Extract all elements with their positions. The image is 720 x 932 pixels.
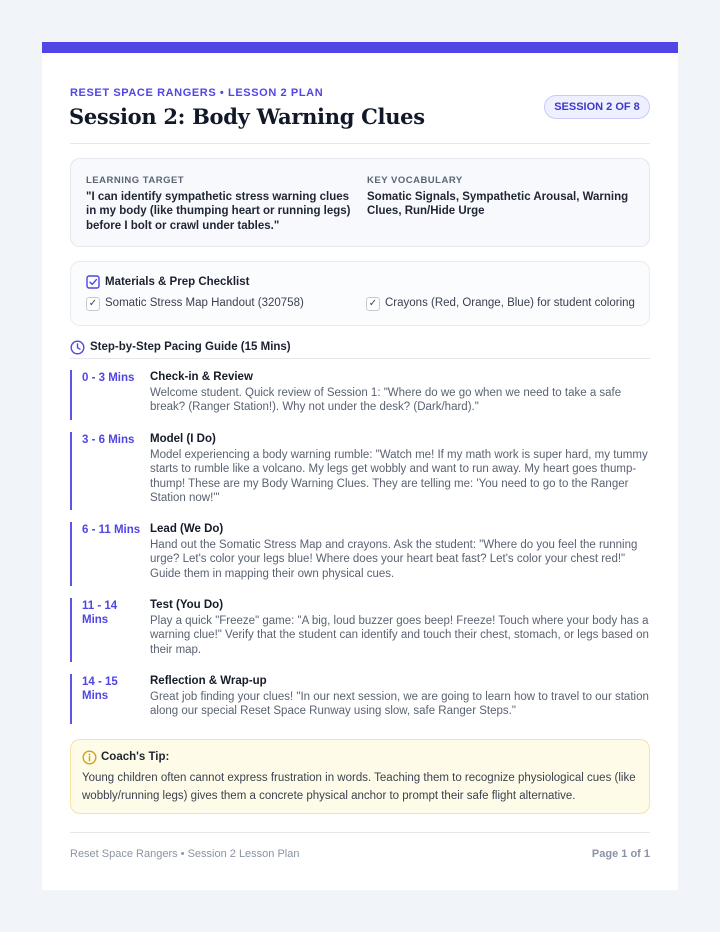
header-divider	[70, 143, 650, 144]
pacing-divider	[70, 358, 650, 359]
step-body: Model experiencing a body warning rumble: "Watch me! If my math work is super hard, my tummy starts to rumble like a volcano. My legs get wobbly and want to run away. My heart goes thump-thump! These are my Body Warning Clues. They are telling me: 'You need to go to the Ranger Station now!'"	[150, 449, 648, 504]
checklist-checkbox-handout[interactable]: ✓	[86, 297, 100, 311]
step-body: Play a quick "Freeze" game: "A big, loud buzzer goes beep! Freeze! Touch where your body has a warning clue!" Verify that the student can identify and touch their chest, stomach, or legs based on their map.	[150, 615, 649, 656]
learning-target-text: "I can identify sympathetic stress warning clues in my body (like thumping heart or running legs) before I bolt or crawl under tables."	[86, 191, 351, 232]
info-circle-icon	[82, 750, 97, 765]
step-time: 0 - 3 Mins	[82, 372, 135, 384]
key-vocabulary-caption: KEY VOCABULARY	[367, 175, 463, 186]
pacing-guide-title: Step-by-Step Pacing Guide (15 Mins)	[90, 341, 291, 353]
step-heading: Model (I Do)	[150, 433, 216, 445]
footer-document-title: Reset Space Rangers • Session 2 Lesson Plan	[70, 848, 300, 860]
coach-tip-title: Coach's Tip:	[101, 751, 170, 763]
step-heading: Reflection & Wrap-up	[150, 675, 267, 687]
session-badge: SESSION 2 OF 8	[544, 95, 650, 119]
pacing-step	[70, 674, 650, 724]
lesson-eyebrow: RESET SPACE RANGERS • LESSON 2 PLAN	[70, 87, 324, 99]
step-time: 3 - 6 Mins	[82, 434, 135, 446]
learning-target-caption: LEARNING TARGET	[86, 175, 185, 186]
key-vocabulary-text: Somatic Signals, Sympathetic Arousal, Warning Clues, Run/Hide Urge	[367, 191, 629, 218]
step-time: 6 - 11 Mins	[82, 524, 141, 536]
accent-top-bar	[42, 42, 678, 53]
pacing-step	[70, 598, 650, 662]
coach-tip-body: Young children often cannot express frustration in words. Teaching them to recognize physiological cues (like wobbly/running legs) gives them a concrete physical anchor to prompt their safe flight alternative.	[82, 772, 636, 802]
checklist-checkbox-crayons[interactable]: ✓	[366, 297, 380, 311]
pacing-step	[70, 432, 650, 510]
step-body: Great job finding your clues! "In our next session, we are going to learn how to travel to our station along our special Reset Space Runway using slow, safe Ranger Steps."	[150, 691, 649, 718]
step-heading: Test (You Do)	[150, 599, 224, 611]
learning-target-card	[70, 158, 650, 247]
step-body: Hand out the Somatic Stress Map and crayons. Ask the student: "Where do you feel the running urge? Let's color your legs blue! Where does your heart beat fast? Let's color your chest red!" Guide them in mapping their own physical cues.	[150, 539, 638, 580]
step-time: 14 - 15 Mins	[82, 676, 118, 702]
lesson-plan-page	[42, 42, 678, 890]
materials-checklist-card	[70, 261, 650, 326]
checklist-item-crayons: Crayons (Red, Orange, Blue) for student coloring	[385, 297, 635, 309]
step-heading: Lead (We Do)	[150, 523, 224, 535]
coach-tip-card	[70, 739, 650, 814]
footer-divider	[70, 832, 650, 833]
footer-page-number: Page 1 of 1	[591, 848, 650, 860]
step-time: 11 - 14 Mins	[82, 600, 118, 626]
checkbox-square-icon	[86, 275, 100, 289]
clock-icon	[70, 340, 85, 355]
step-heading: Check-in & Review	[150, 371, 253, 383]
step-body: Welcome student. Quick review of Session 1: "Where do we go when we need to take a safe break? (Ranger Station!). Why not under the desk? (Dark/hard)."	[150, 387, 622, 414]
materials-title: Materials & Prep Checklist	[105, 276, 250, 288]
page-title: Session 2: Body Warning Clues	[69, 104, 425, 129]
pacing-step	[70, 522, 650, 586]
checklist-item-handout: Somatic Stress Map Handout (320758)	[105, 297, 304, 309]
pacing-step	[70, 370, 650, 420]
